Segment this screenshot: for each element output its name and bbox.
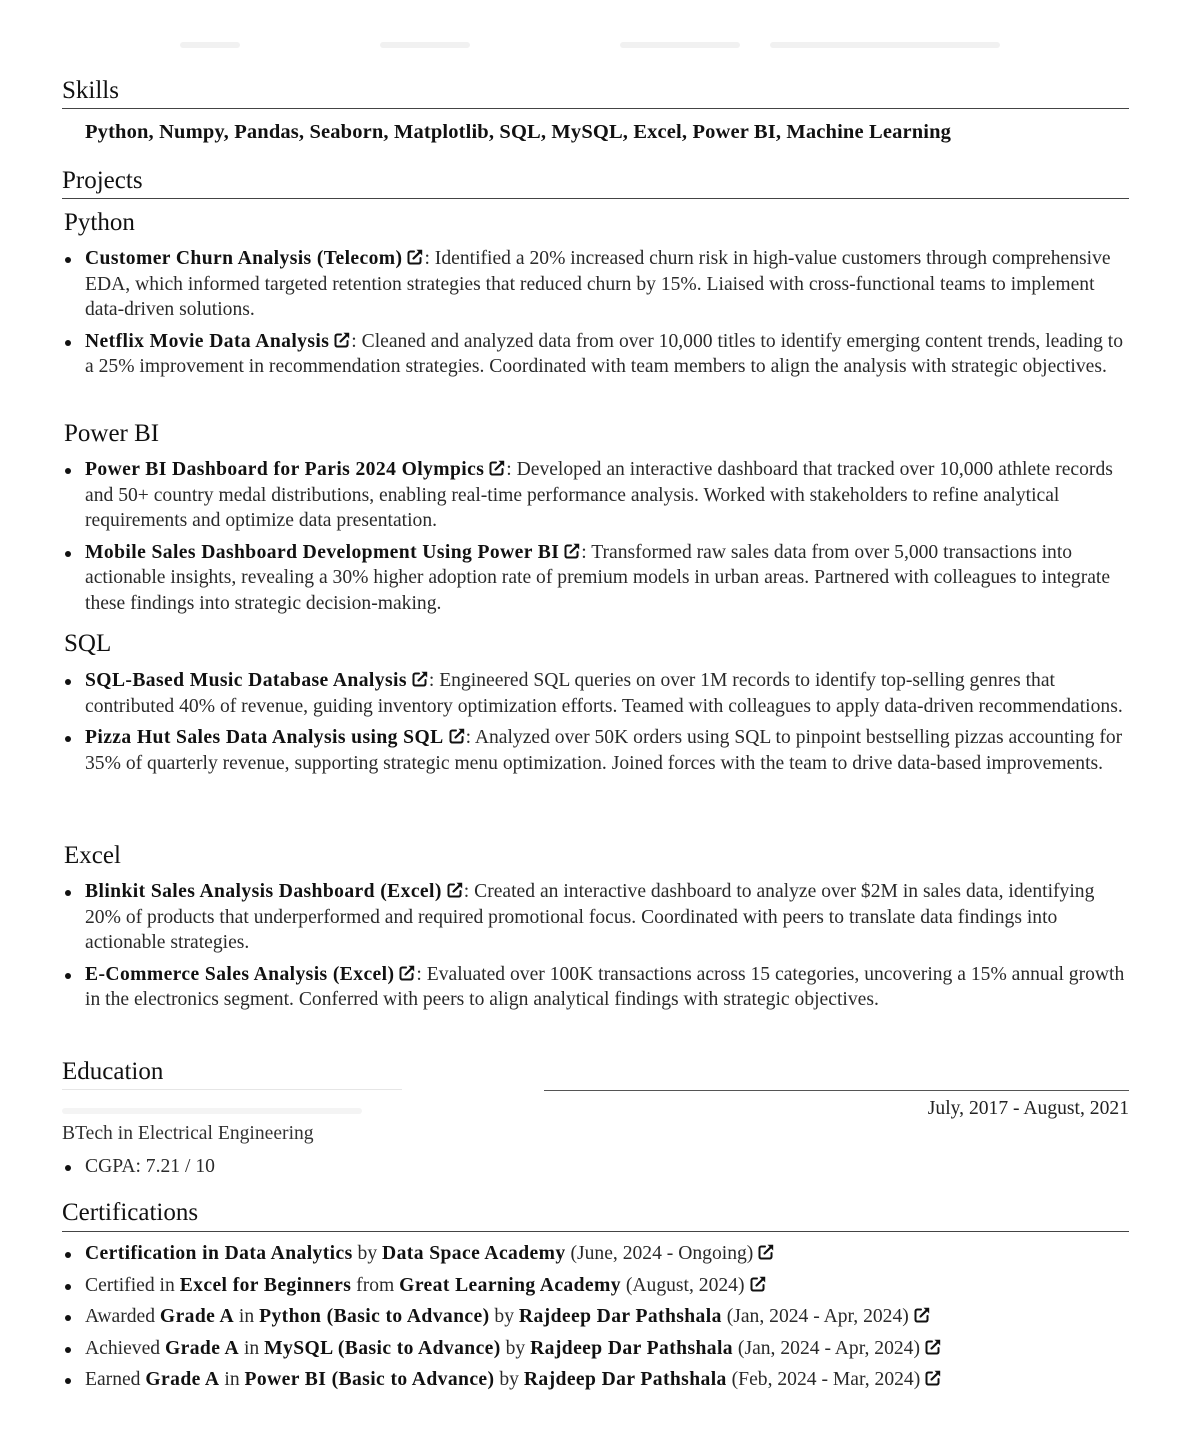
project-item	[62, 246, 1129, 323]
external-link-icon[interactable]	[913, 1306, 931, 1324]
project-list-sql	[62, 668, 1129, 782]
certification-emphasis: Power BI (Basic to Advance)	[244, 1369, 495, 1390]
certification-emphasis: Rajdeep Dar Pathshala	[530, 1337, 734, 1359]
project-name: SQL-Based Music Database Analysis	[85, 670, 407, 691]
project-item	[62, 879, 1129, 956]
project-description: : Developed an interactive dashboard that tracked over 10,000 athlete records and 50+ country medal distributions, enabling real-time performance analysis. Worked with stakeholders to refine analytical requirements and optimize data presentation.	[85, 459, 1113, 531]
certification-text: in	[219, 1369, 245, 1390]
project-description: : Transformed raw sales data from over 5,000 transactions into actionable insights, revealing a 30% higher adoption rate of premium models in urban areas. Partnered with colleagues to integrate these findings into strategic decision-making.	[85, 541, 1111, 614]
certification-text: (Jan, 2024 - Apr, 2024)	[721, 1306, 909, 1327]
certification-text: (August, 2024)	[620, 1274, 745, 1296]
external-link-icon[interactable]	[398, 964, 416, 982]
project-name: Power BI Dashboard for Paris 2024 Olympics	[85, 459, 485, 480]
project-name: Blinkit Sales Analysis Dashboard (Excel)	[85, 881, 442, 902]
certification-text: (June, 2024 - Ongoing)	[565, 1243, 754, 1264]
certification-text: in	[234, 1306, 260, 1327]
external-link-icon[interactable]	[448, 727, 466, 745]
certification-text: from	[351, 1274, 400, 1296]
subsection-title-power-bi: Power BI	[64, 420, 160, 447]
certification-item	[62, 1367, 1129, 1393]
education-detail-item: CGPA: 7.21 / 10	[62, 1154, 1129, 1180]
project-item	[62, 457, 1129, 534]
section-title-education: Education	[62, 1058, 164, 1085]
certification-text: Earned	[85, 1369, 146, 1390]
external-link-icon[interactable]	[411, 670, 429, 688]
redacted-contact-header	[170, 38, 1010, 54]
education-degree: BTech in Electrical Engineering	[62, 1123, 314, 1144]
project-name: Mobile Sales Dashboard Development Using Power BI	[85, 541, 560, 563]
certification-emphasis: MySQL (Basic to Advance)	[264, 1337, 501, 1359]
certification-emphasis: Grade A	[145, 1369, 220, 1390]
redacted-institution	[62, 1108, 362, 1114]
education-dates: July, 2017 - August, 2021	[927, 1098, 1129, 1119]
certification-emphasis: Certification in Data Analytics	[85, 1243, 353, 1264]
section-title-skills: Skills	[62, 77, 119, 104]
project-description: : Engineered SQL queries on over 1M records to identify top-selling genres that contributed 40% of revenue, guiding inventory optimization efforts. Teamed with colleagues to apply data-driven recommendations.	[85, 670, 1123, 717]
certification-emphasis: Rajdeep Dar Pathshala	[518, 1306, 722, 1327]
certification-emphasis: Great Learning Academy	[399, 1274, 621, 1296]
certification-text: Awarded	[85, 1306, 160, 1327]
certification-emphasis: Python (Basic to Advance)	[259, 1306, 490, 1327]
certification-text: by	[494, 1369, 524, 1390]
section-divider	[62, 108, 1129, 109]
external-link-icon[interactable]	[406, 248, 424, 266]
project-name: Pizza Hut Sales Data Analysis using SQL	[85, 727, 444, 748]
skills-list: Python, Numpy, Pandas, Seaborn, Matplotlib, SQL, MySQL, Excel, Power BI, Machine Learning	[85, 121, 952, 143]
certification-item	[62, 1336, 1129, 1362]
project-name: Customer Churn Analysis (Telecom)	[85, 248, 403, 269]
external-link-icon[interactable]	[488, 459, 506, 477]
section-title-projects: Projects	[62, 167, 143, 194]
certification-item	[62, 1241, 1129, 1267]
project-description: : Created an interactive dashboard to analyze over $2M in sales data, identifying 20% of products that underperformed and required promotional focus. Coordinated with peers to translate data findings into actionable strategies.	[85, 881, 1095, 953]
subsection-title-python: Python	[64, 209, 135, 236]
project-list-power-bi	[62, 457, 1129, 622]
project-description: : Identified a 20% increased churn risk in high-value customers through comprehensive EDA, which informed targeted retention strategies that reduced churn by 15%. Liaised with cross-functional teams to implement data-driven solutions.	[85, 248, 1111, 320]
certification-text: (Jan, 2024 - Apr, 2024)	[733, 1337, 920, 1359]
subsection-title-excel: Excel	[64, 842, 121, 869]
certification-emphasis: Data Space Academy	[382, 1243, 566, 1264]
certification-text: by	[489, 1306, 519, 1327]
section-divider	[62, 1089, 402, 1090]
external-link-icon[interactable]	[924, 1338, 942, 1356]
project-name: E-Commerce Sales Analysis (Excel)	[85, 963, 395, 985]
certification-text: by	[352, 1243, 383, 1264]
certification-text: Achieved	[85, 1337, 165, 1359]
external-link-icon[interactable]	[333, 331, 351, 349]
education-details	[62, 1154, 1129, 1186]
certification-item	[62, 1273, 1129, 1299]
external-link-icon[interactable]	[749, 1275, 767, 1293]
external-link-icon[interactable]	[563, 542, 581, 560]
project-name: Netflix Movie Data Analysis	[85, 330, 330, 352]
project-description: : Cleaned and analyzed data from over 10,000 titles to identify emerging content trends, leading to a 25% improvement in recommendation strategies. Coordinated with team members to align the analysis with strategic objectives.	[85, 330, 1124, 377]
certification-text: (Feb, 2024 - Mar, 2024)	[726, 1369, 921, 1390]
project-description: : Evaluated over 100K transactions across 15 categories, uncovering a 15% annual growth in the electronics segment. Conferred with peers to align analytical findings with strategic objectives.	[85, 963, 1125, 1010]
certification-text: Certified in	[85, 1274, 180, 1296]
project-item	[62, 962, 1129, 1013]
project-list-excel	[62, 879, 1129, 1019]
certification-list	[62, 1241, 1129, 1399]
project-item	[62, 668, 1129, 719]
section-title-certifications: Certifications	[62, 1199, 199, 1226]
section-divider	[544, 1090, 1129, 1091]
project-item	[62, 540, 1129, 617]
certification-emphasis: Rajdeep Dar Pathshala	[523, 1369, 727, 1390]
project-item	[62, 329, 1129, 380]
external-link-icon[interactable]	[924, 1369, 942, 1387]
certification-text: by	[500, 1337, 531, 1359]
certification-emphasis: Grade A	[164, 1337, 240, 1359]
external-link-icon[interactable]	[757, 1243, 775, 1261]
project-description: : Analyzed over 50K orders using SQL to pinpoint bestselling pizzas accounting for 35% of quarterly revenue, supporting strategic menu optimization. Joined forces with the team to drive data-based improvements.	[85, 727, 1123, 774]
certification-item	[62, 1304, 1129, 1330]
project-list-python	[62, 246, 1129, 386]
section-divider	[62, 198, 1129, 199]
certification-emphasis: Excel for Beginners	[179, 1274, 352, 1296]
certification-text: in	[239, 1337, 265, 1359]
external-link-icon[interactable]	[446, 881, 464, 899]
section-divider	[62, 1231, 1129, 1232]
certification-emphasis: Grade A	[159, 1306, 235, 1327]
project-item	[62, 725, 1129, 776]
subsection-title-sql: SQL	[64, 630, 112, 657]
